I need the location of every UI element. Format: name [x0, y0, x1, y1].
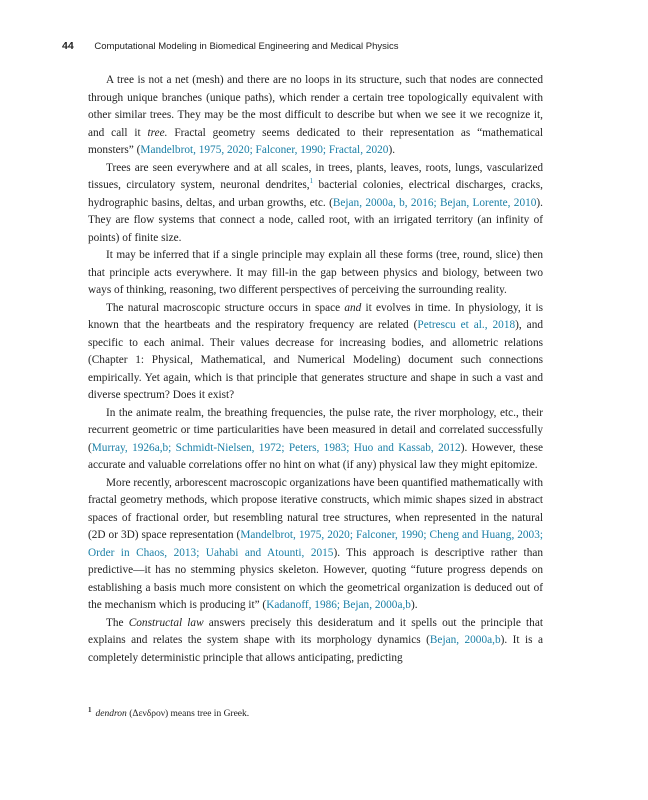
- text: answers precisely this desideratum and it spells out the principle that explains and relates the system shape with its morphology dynamics (: [88, 616, 543, 646]
- paragraph-4: [88, 300, 543, 405]
- footnote-ref[interactable]: 1: [309, 177, 314, 186]
- citation-link[interactable]: Murray, 1926a,b; Schmidt-Nielsen, 1972; Peters, 1983; Huo and Kassab, 2012: [91, 441, 461, 454]
- text: ). However, these accurate and valuable correlations offer no hint on what (if any) physical law they might epitomize.: [88, 441, 543, 471]
- paragraph-6: [88, 475, 543, 615]
- text: ).: [410, 599, 418, 611]
- text: The natural macroscopic structure occurs in space: [106, 301, 345, 314]
- citation-link[interactable]: Mandelbrot, 1975, 2020; Falconer, 1990; Cheng and Huang, 2003; Order in Chaos, 2013; Uahabi and Atounti, 2015: [88, 529, 543, 559]
- running-header: [62, 40, 578, 52]
- paragraph-1: [88, 72, 543, 160]
- text: More recently, arborescent macroscopic organizations have been quantified mathematically with fractal geometry methods, which propose iterative constructs, which mimic shapes sized in abstract spaces of fractional order, but resembling natural tree structures, when represented in the natural (2D or 3D) space representation (: [88, 476, 543, 541]
- paragraph-3: [88, 247, 543, 300]
- citation-link[interactable]: Petrescu et al., 2018: [417, 319, 516, 331]
- paragraph-5: [88, 405, 543, 475]
- emphasis: tree.: [147, 126, 168, 139]
- citation-link[interactable]: Kadanoff, 1986; Bejan, 2000a,b: [266, 599, 411, 611]
- body-text: [88, 72, 543, 667]
- text: ).: [388, 144, 396, 156]
- text: ). They are flow systems that connect a node, called root, with an irrigated territory (an infinity of points) of finite size.: [88, 196, 543, 244]
- text: ), and specific to each animal. Their values decrease for increasing bodies, and allometric relations (Chapter 1: Physical, Mathematical, and Numerical Modeling) document such connections empirically. Yet again, which is that principle that generates structure and shape in such a vast and diverse spectrum? Does it exist?: [88, 319, 543, 401]
- text: bacterial colonies, electrical discharges, cracks, hydrographic basins, deltas, and urban growths, etc. (: [88, 179, 543, 209]
- text: Fractal geometry seems dedicated to their representation as “mathematical monsters” (: [88, 126, 543, 156]
- text: ). This approach is descriptive rather than predictive—it has no stemming physics skeleton. However, quoting “future progress depends on establishing a basis much more consistent on which the geometrical organization is deduced out of the mechanism which is producing it” (: [88, 546, 543, 611]
- text: The: [106, 616, 129, 629]
- citation-link[interactable]: Bejan, 2000a, b, 2016; Bejan, Lorente, 2010: [332, 196, 537, 209]
- footnote-number: 1: [88, 705, 92, 714]
- text: A tree is not a net (mesh) and there are no loops in its structure, such that nodes are connected through unique branches (unique paths), which render a certain tree topologically equivalent with other similar trees. They may be the most difficult to describe but when we see it we recognize it, and call it: [88, 74, 543, 139]
- text: it evolves in time. In physiology, it is known that the heartbeats and the respiratory frequency are related (: [88, 301, 543, 331]
- text: It may be inferred that if a single principle may explain all these forms (tree, round, slice) then that principle acts everywhere. It may fill-in the gap between physics and biology, between two ways of thinking, reasoning, two different perspectives of perceiving the surrounding reality.: [88, 249, 543, 296]
- citation-link[interactable]: Bejan, 2000a,b: [429, 634, 501, 646]
- emphasis: Constructal law: [128, 616, 204, 629]
- footnote: [88, 705, 543, 719]
- footnote-term: dendron: [95, 709, 127, 719]
- text: ). It is a completely deterministic principle that allows anticipating, predicting: [88, 634, 543, 664]
- running-title: Computational Modeling in Biomedical Engineering and Medical Physics: [94, 41, 399, 52]
- paragraph-7: [88, 615, 543, 668]
- citation-link[interactable]: Mandelbrot, 1975, 2020; Falconer, 1990; Fractal, 2020: [140, 144, 389, 156]
- page-number: 44: [62, 40, 74, 52]
- footnote-text: (Δενδρον) means tree in Greek.: [126, 709, 250, 719]
- text: Trees are seen everywhere and at all scales, in trees, plants, leaves, roots, lungs, vascularized tissues, circulatory system, neuronal dendrites,: [88, 161, 543, 191]
- text: In the animate realm, the breathing frequencies, the pulse rate, the river morphology, etc., their recurrent geometric or time particularities have been measured in detail and correlated successfully (: [88, 406, 543, 454]
- emphasis: and: [344, 301, 362, 314]
- paragraph-2: [88, 160, 543, 248]
